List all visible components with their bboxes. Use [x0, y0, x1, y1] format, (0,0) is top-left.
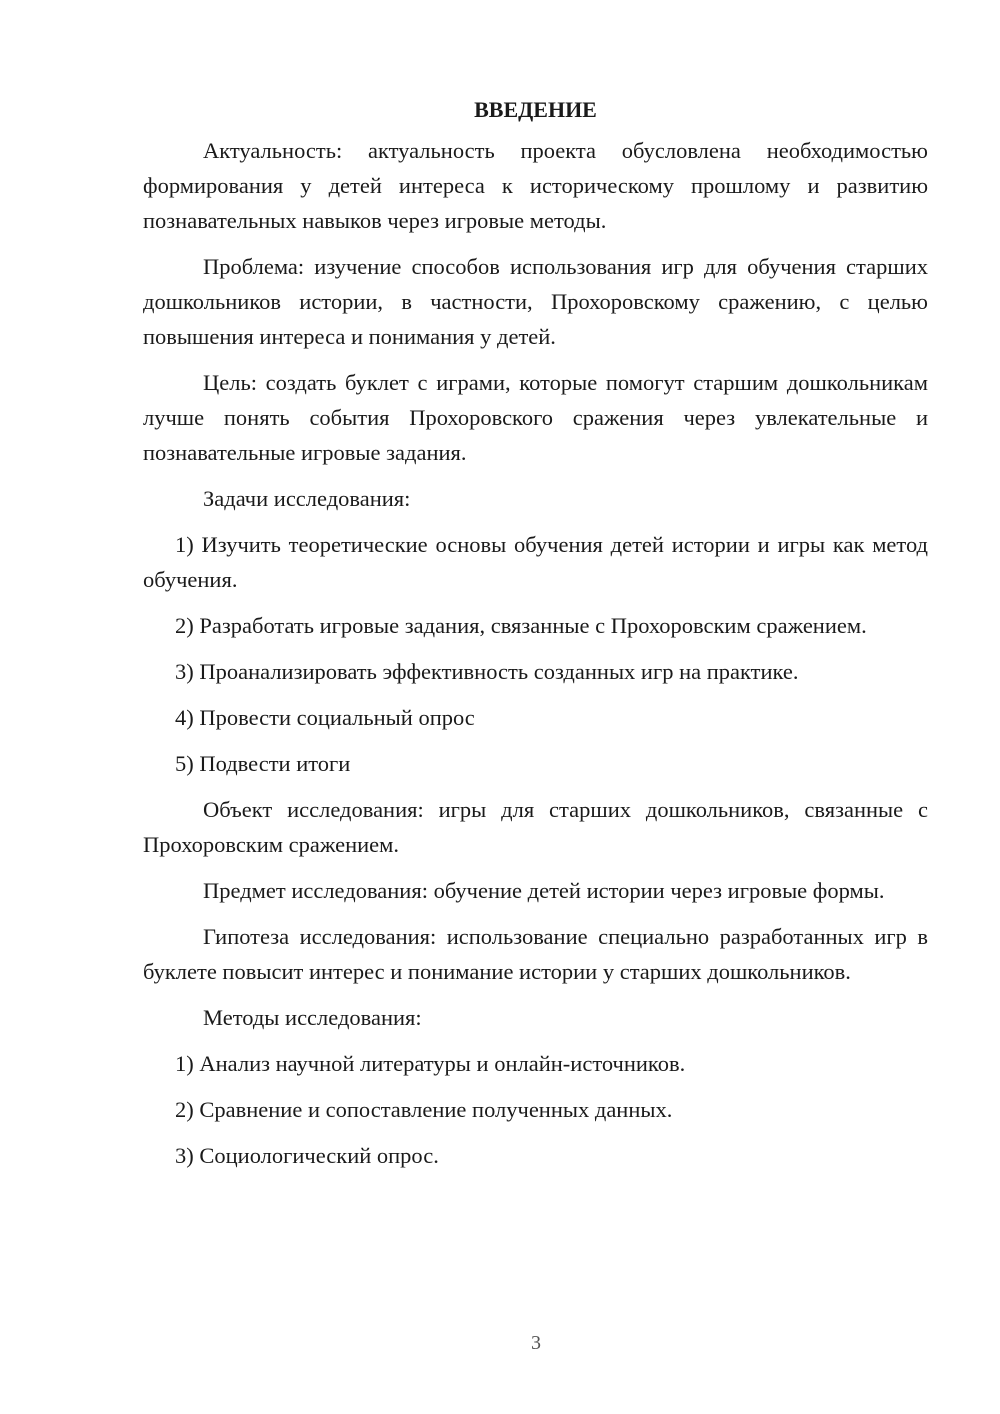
paragraph-relevance: Актуальность: актуальность проекта обусловлена необходимостью формирования у детей интереса к историческому прошлому и развитию познавательных навыков через игровые методы. [143, 138, 928, 233]
paragraph-subject: Предмет исследования: обучение детей истории через игровые формы. [203, 878, 885, 903]
document-page [143, 92, 928, 1184]
paragraph-tasks-heading: Задачи исследования: [203, 486, 411, 511]
list-item-task-1: 1) Изучить теоретические основы обучения детей истории и игры как метод обучения. [143, 532, 928, 592]
list-item-task-4: 4) Провести социальный опрос [175, 705, 475, 730]
list-item-task-5: 5) Подвести итоги [175, 751, 351, 776]
list-item-task-3: 3) Проанализировать эффективность созданных игр на практике. [175, 659, 799, 684]
paragraph-goal: Цель: создать буклет с играми, которые помогут старшим дошкольникам лучше понять события Прохоровского сражения через увлекательные и познавательные игровые задания. [143, 370, 928, 465]
list-item-method-3: 3) Социологический опрос. [175, 1143, 439, 1168]
list-item-method-1: 1) Анализ научной литературы и онлайн-источников. [175, 1051, 686, 1076]
paragraph-methods-heading: Методы исследования: [203, 1005, 422, 1030]
page-title: ВВЕДЕНИЕ [474, 97, 597, 122]
paragraph-problem: Проблема: изучение способов использования игр для обучения старших дошкольников истории, в частности, Прохоровскому сражению, с целью повышения интереса и понимания у детей. [143, 254, 928, 349]
list-item-task-2: 2) Разработать игровые задания, связанные с Прохоровским сражением. [175, 613, 867, 638]
paragraph-hypothesis: Гипотеза исследования: использование специально разработанных игр в буклете повысит интерес и понимание истории у старших дошкольников. [143, 924, 928, 984]
paragraph-object: Объект исследования: игры для старших дошкольников, связанные с Прохоровским сражением. [143, 797, 928, 857]
list-item-method-2: 2) Сравнение и сопоставление полученных данных. [175, 1097, 673, 1122]
page-number: 3 [531, 1332, 541, 1354]
